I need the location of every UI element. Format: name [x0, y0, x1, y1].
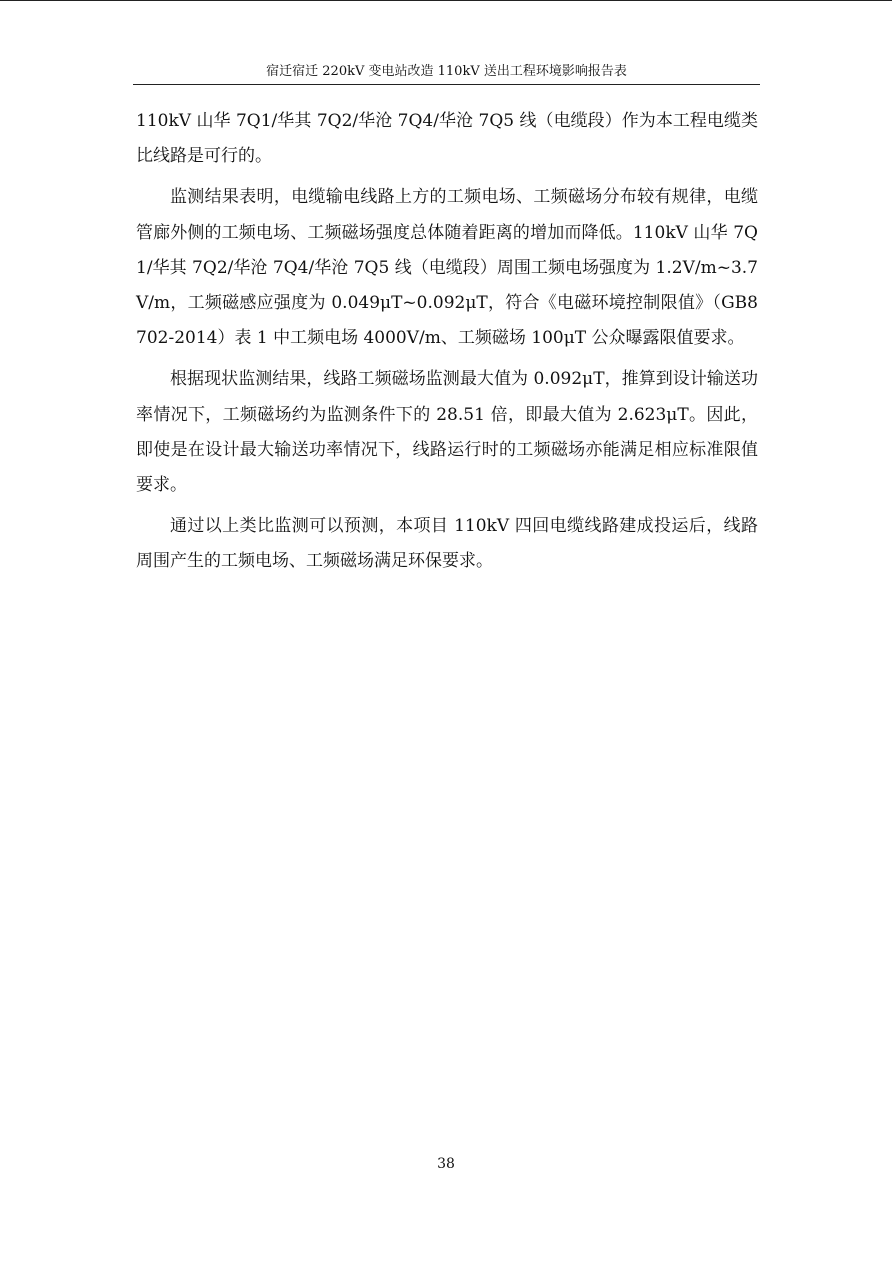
paragraph-continuation: 110kV 山华 7Q1/华其 7Q2/华沧 7Q4/华沧 7Q5 线（电缆段）作为本工程电缆类比线路是可行的。 — [136, 111, 758, 167]
header-title: 宿迁宿迁 220kV 变电站改造 110kV 送出工程环境影响报告表 — [266, 64, 627, 79]
document-body — [136, 104, 758, 586]
page-top-border — [0, 0, 892, 1]
paragraph-monitoring-results: 监测结果表明，电缆输电线路上方的工频电场、工频磁场分布较有规律，电缆管廊外侧的工频电场、工频磁场强度总体随着距离的增加而降低。110kV 山华 7Q1/华其 7Q2/华沧 7Q4/华沧 7Q5 线（电缆段）周围工频电场强度为 1.2V/m~3.7V/m，工频磁感应强度为 0.049μT~0.092μT，符合《电磁环境控制限值》（GB8702-2014）表 1 中工频电场 4000V/m、工频磁场 100μT 公众曝露限值要求。 — [136, 187, 758, 349]
paragraph-conclusion: 通过以上类比监测可以预测，本项目 110kV 四回电缆线路建成投运后，线路周围产生的工频电场、工频磁场满足环保要求。 — [136, 516, 758, 572]
paragraph-magnetic-field-estimate: 根据现状监测结果，线路工频磁场监测最大值为 0.092μT，推算到设计输送功率情况下，工频磁场约为监测条件下的 28.51 倍，即最大值为 2.623μT。因此，即使是在设计最大输送功率情况下，线路运行时的工频磁场亦能满足相应标准限值要求。 — [136, 369, 758, 496]
running-header — [133, 62, 760, 85]
page-number: 38 — [437, 1156, 455, 1172]
